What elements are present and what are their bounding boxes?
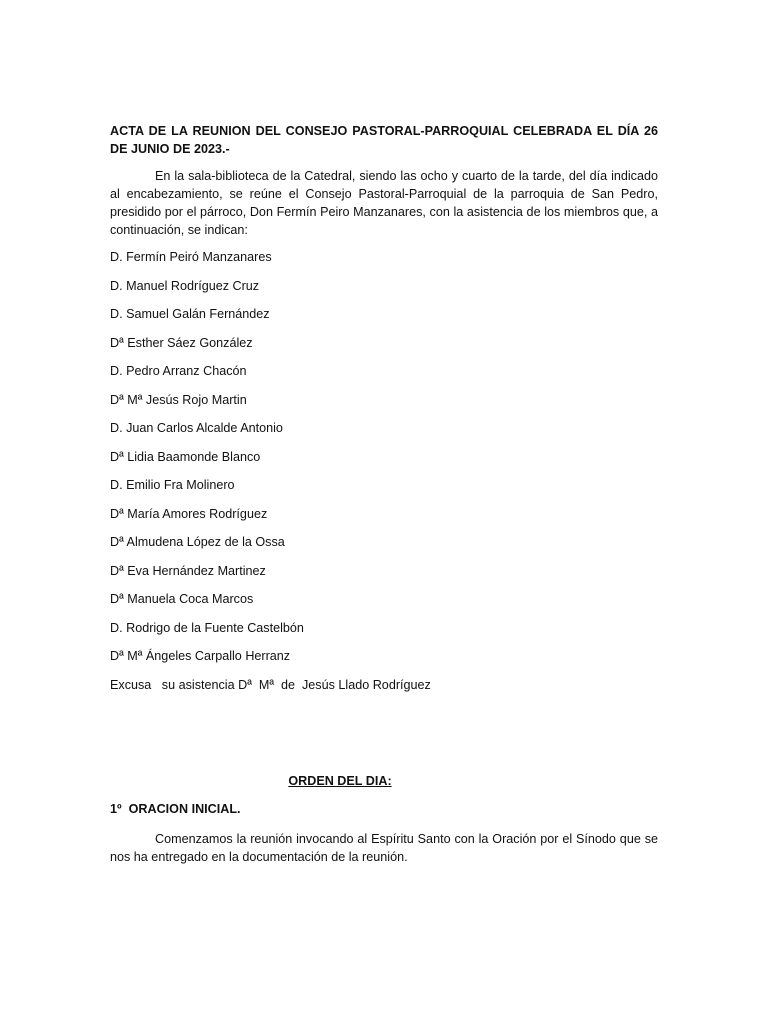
attendee-item: D. Rodrigo de la Fuente Castelbón: [110, 620, 304, 635]
attendee-item: D. Juan Carlos Alcalde Antonio: [110, 421, 283, 435]
agenda-item-heading: 1º ORACION INICIAL.: [110, 802, 241, 816]
attendee-item: Dª Almudena López de la Ossa: [110, 535, 285, 549]
intro-paragraph: En la sala-biblioteca de la Catedral, siendo las ocho y cuarto de la tarde, del día indicado al encabezamiento, se reúne el Consejo Pastoral-Parroquial de la parroquia de San Pedro, presidido por el párroco, Don Fermín Peiro Manzanares, con la asistencia de los miembros que, a continuación, se indican:: [110, 169, 658, 237]
document-body: [110, 122, 658, 864]
excused-attendee: Excusa su asistencia Dª Mª de Jesús Llado Rodríguez: [110, 677, 431, 692]
attendee-list: [110, 248, 658, 676]
agenda-item-text: Comenzamos la reunión invocando al Espíritu Santo con la Oración por el Sínodo que se nos ha entregado en la documentación de la reunión.: [110, 832, 658, 864]
attendee-item: D. Manuel Rodríguez Cruz: [110, 278, 260, 293]
attendee-item: Dª Manuela Coca Marcos: [110, 592, 254, 606]
attendee-item: Dª María Amores Rodríguez: [110, 506, 268, 521]
attendee-item: D. Emilio Fra Molinero: [110, 478, 235, 492]
attendee-item: D. Pedro Arranz Chacón: [110, 364, 247, 378]
attendee-item: D. Samuel Galán Fernández: [110, 307, 270, 321]
attendee-item: Dª Esther Sáez González: [110, 335, 253, 350]
attendee-item: Dª Lidia Baamonde Blanco: [110, 449, 261, 464]
attendee-item: D. Fermín Peiró Manzanares: [110, 250, 272, 264]
agenda-heading: ORDEN DEL DIA:: [288, 774, 392, 788]
attendee-item: Dª Mª Ángeles Carpallo Herranz: [110, 649, 291, 663]
document-title: ACTA DE LA REUNION DEL CONSEJO PASTORAL-PARROQUIAL CELEBRADA EL DÍA 26 DE JUNIO DE 2023.-: [110, 124, 658, 156]
attendee-item: Dª Mª Jesús Rojo Martin: [110, 392, 247, 407]
attendee-item: Dª Eva Hernández Martinez: [110, 563, 266, 578]
